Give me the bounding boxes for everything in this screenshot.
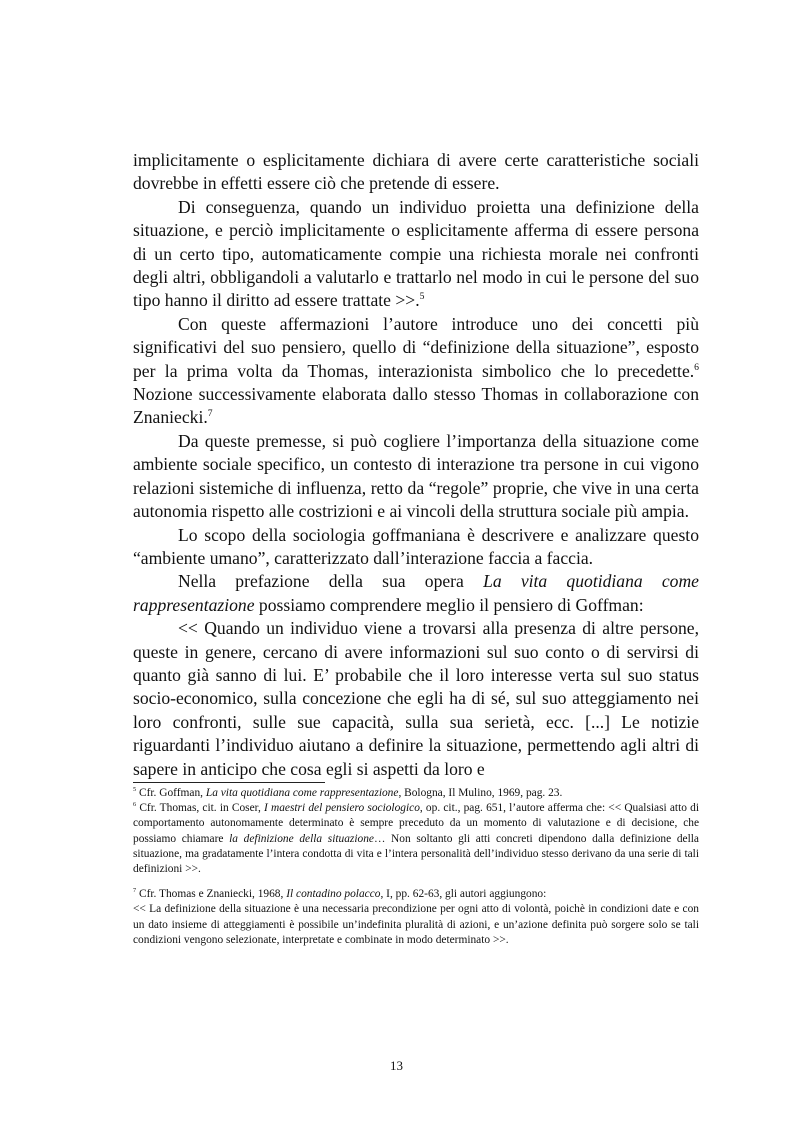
paragraph-2: Di conseguenza, quando un individuo proietta una definizione della situazione, e perciò implicitamente o esplicitamente afferma di essere persona di un certo tipo, automaticamente compie una richiesta morale nei confronti degli altri, obbligandoli a valutarlo e trattarlo nel modo in cui le persone del suo tipo hanno il diritto ad essere trattate >>.$^5$	[133, 196, 699, 311]
quote-paragraph: << Quando un individuo viene a trovarsi alla presenza di altre persone, queste in genere, cercano di avere informazioni sul suo conto o di servirsi di quanto già sanno di lui. E’ probabile che il loro interesse verta sul suo status socio-economico, sulla concezione che egli ha di sé, sul suo atteggiamento nei loro confronti, sulle sue capacità, sulla sua serietà, ecc. [...] Le notizie riguardanti l’individuo aiutano a definire la situazione, permettendo agli altri di sapere in anticipo che cosa egli si aspetti da loro e	[133, 618, 699, 779]
footnote-7: $^7$ Cfr. Thomas e Znaniecki, 1968, Il contadino polacco, I, pp. 62-63, gli autori aggiungono:	[133, 887, 547, 901]
paragraph-6: Nella prefazione della sua opera La vita quotidiana come rappresentazione possiamo comprendere meglio il pensiero di Goffman:	[133, 571, 699, 615]
footnote-7-quote: << La definizione della situazione è una necessaria precondizione per ogni atto di volontà, poichè in condizioni date e con un dato insieme di atteggiamenti è possibile un’indefinita pluralità di azioni, e un’azione definita può sorgere solo se tali condizioni vengono selezionate, interpretate e combinate in modo determinato >>.	[133, 903, 699, 946]
footnote-separator	[133, 782, 325, 783]
paragraph-4: Da queste premesse, si può cogliere l’importanza della situazione come ambiente sociale specifico, un contesto di interazione tra persone in cui vigono relazioni sistemiche di influenza, retto da “regole” proprie, che vive in una certa autonomia rispetto alle costrizioni e ai vincoli della struttura sociale più ampia.	[133, 430, 699, 522]
paragraph-1: implicitamente o esplicitamente dichiara di avere certe caratteristiche sociali dovrebbe in effetti essere ciò che pretende di essere.	[133, 150, 699, 194]
page-number: 13	[390, 1058, 403, 1073]
footnote-5: $^5$ Cfr. Goffman, La vita quotidiana come rappresentazione, Bologna, Il Mulino, 1969, pag. 23.	[133, 786, 563, 799]
footnote-ref-7[interactable]: 7	[207, 408, 213, 420]
footnote-6: $^6$ Cfr. Thomas, cit. in Coser, I maestri del pensiero sociologico, op. cit., pag. 651, l’autore afferma che: << Qualsiasi atto di comportamento autonomamente determinato è sempre preceduto da un momento di valutazione e di decisione, che possiamo chiamare la definizione della situazione… Non soltanto gli atti concreti dipendono dalla definizione della situazione, ma gradatamente l’intera condotta di vita e l’intera personalità dell’individuo stesso derivano da una serie di tali definizioni >>.	[133, 801, 699, 876]
footnote-ref-5[interactable]: 5	[419, 291, 425, 303]
book-title: La vita quotidiana come rappresentazione	[133, 571, 699, 615]
paragraph-3: Con queste affermazioni l’autore introduce uno dei concetti più significativi del suo pensiero, quello di “definizione della situazione”, esposto per la prima volta da Thomas, interazionista simbolico che lo precedette.$^6$ Nozione successivamente elaborata dallo stesso Thomas in collaborazione con Znaniecki.$^7$	[133, 313, 699, 428]
footnote-ref-6[interactable]: 6	[694, 361, 699, 373]
body-text	[133, 149, 699, 781]
footnotes	[133, 786, 699, 948]
paragraph-5: Lo scopo della sociologia goffmaniana è descrivere e analizzare questo “ambiente umano”, caratterizzato dall’interazione faccia a faccia.	[133, 524, 699, 568]
